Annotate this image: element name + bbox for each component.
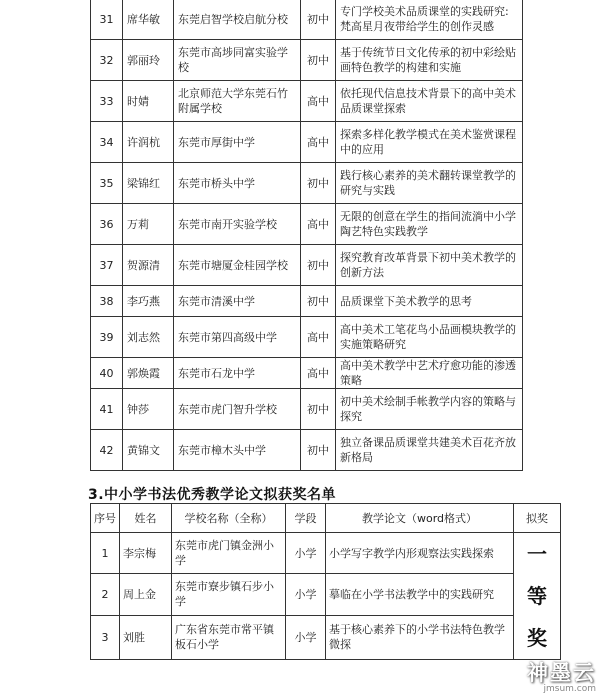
school-level: 初中	[301, 163, 336, 204]
teacher-name: 梁锦红	[123, 163, 174, 204]
watermark-main-text: 神墨云	[527, 661, 596, 685]
row-number: 39	[91, 317, 123, 358]
school-name: 东莞市樟木头中学	[174, 430, 301, 471]
award-level: 一 等 奖	[527, 542, 547, 650]
school-name: 东莞市塘厦金桂园学校	[174, 245, 301, 286]
school-level: 高中	[301, 317, 336, 358]
school-level: 初中	[301, 389, 336, 430]
school-level: 小学	[286, 533, 326, 574]
table-row	[91, 317, 523, 358]
teacher-name: 周上金	[120, 574, 172, 615]
teacher-name: 贺源清	[123, 245, 174, 286]
header-school: 学校名称（全称）	[172, 504, 286, 533]
awards-table-calligraphy	[90, 503, 561, 660]
school-name: 东莞市石龙中学	[174, 358, 301, 389]
school-level: 高中	[301, 204, 336, 245]
table-row	[91, 533, 561, 574]
school-level: 初中	[301, 0, 336, 40]
paper-title: 探索多样化教学模式在美术鉴赏课程中的应用	[336, 122, 523, 163]
teacher-name: 李巧燕	[123, 286, 174, 317]
paper-title: 独立备课品质课堂共建美术百花齐放新格局	[336, 430, 523, 471]
school-name: 东莞启智学校启航分校	[174, 0, 301, 40]
paper-title: 专门学校美术品质课堂的实践研究:梵高星月夜带给学生的创作灵感	[336, 0, 523, 40]
row-number: 40	[91, 358, 123, 389]
paper-title: 品质课堂下美术教学的思考	[336, 286, 523, 317]
row-number: 32	[91, 40, 123, 81]
watermark-logo	[527, 657, 596, 694]
school-name: 东莞市虎门智升学校	[174, 389, 301, 430]
school-level: 初中	[301, 286, 336, 317]
header-paper: 教学论文（word格式）	[326, 504, 514, 533]
table-row	[91, 574, 561, 615]
row-number: 1	[91, 533, 120, 574]
school-level: 初中	[301, 245, 336, 286]
row-number: 3	[91, 615, 120, 659]
table-row	[91, 204, 523, 245]
table-row	[91, 40, 523, 81]
award-cell	[514, 533, 561, 660]
paper-title: 践行核心素养的美术翻转课堂教学的研究与实践	[336, 163, 523, 204]
paper-title: 基于传统节日文化传承的初中彩绘贴画特色教学的构建和实施	[336, 40, 523, 81]
school-name: 东莞市厚街中学	[174, 122, 301, 163]
row-number: 2	[91, 574, 120, 615]
teacher-name: 刘胜	[120, 615, 172, 659]
table-row	[91, 615, 561, 659]
teacher-name: 刘志然	[123, 317, 174, 358]
school-name: 东莞市第四高级中学	[174, 317, 301, 358]
section-title-calligraphy: 3.中小学书法优秀教学论文拟获奖名单	[88, 487, 337, 503]
table-row	[91, 163, 523, 204]
school-level: 初中	[301, 430, 336, 471]
header-num: 序号	[91, 504, 120, 533]
row-number: 31	[91, 0, 123, 40]
awards-table-art	[90, 0, 523, 471]
school-level: 高中	[301, 81, 336, 122]
school-name: 东莞市高埗同富实验学校	[174, 40, 301, 81]
row-number: 37	[91, 245, 123, 286]
watermark-sub-text: jmsum.com	[543, 684, 596, 694]
paper-title: 高中美术教学中艺术疗愈功能的渗透策略	[336, 358, 523, 389]
row-number: 34	[91, 122, 123, 163]
table-row	[91, 245, 523, 286]
table-row	[91, 0, 523, 40]
teacher-name: 席华敏	[123, 0, 174, 40]
school-name: 东莞市寮步镇石步小学	[172, 574, 286, 615]
paper-title: 依托现代信息技术背景下的高中美术品质课堂探索	[336, 81, 523, 122]
teacher-name: 李宗梅	[120, 533, 172, 574]
header-award: 拟奖	[514, 504, 561, 533]
paper-title: 摹临在小学书法教学中的实践研究	[326, 574, 514, 615]
table-row	[91, 389, 523, 430]
paper-title: 高中美术工笔花鸟小品画模块教学的实施策略研究	[336, 317, 523, 358]
school-name: 东莞市桥头中学	[174, 163, 301, 204]
teacher-name: 郭焕霞	[123, 358, 174, 389]
teacher-name: 黄锦文	[123, 430, 174, 471]
table-row	[91, 286, 523, 317]
school-level: 初中	[301, 40, 336, 81]
row-number: 33	[91, 81, 123, 122]
teacher-name: 许润杭	[123, 122, 174, 163]
table-row	[91, 81, 523, 122]
teacher-name: 钟莎	[123, 389, 174, 430]
school-level: 高中	[301, 358, 336, 389]
row-number: 41	[91, 389, 123, 430]
row-number: 42	[91, 430, 123, 471]
paper-title: 无限的创意在学生的指间流淌中小学陶艺特色实践教学	[336, 204, 523, 245]
paper-title: 探究教育改革背景下初中美术教学的创新方法	[336, 245, 523, 286]
school-level: 小学	[286, 574, 326, 615]
row-number: 36	[91, 204, 123, 245]
teacher-name: 万莉	[123, 204, 174, 245]
paper-title: 基于核心素养下的小学书法特色教学微探	[326, 615, 514, 659]
header-level: 学段	[286, 504, 326, 533]
school-name: 东莞市虎门镇金洲小学	[172, 533, 286, 574]
school-name: 北京师范大学东莞石竹附属学校	[174, 81, 301, 122]
school-name: 东莞市南开实验学校	[174, 204, 301, 245]
school-level: 小学	[286, 615, 326, 659]
row-number: 38	[91, 286, 123, 317]
table-row	[91, 430, 523, 471]
school-name: 广东省东莞市常平镇板石小学	[172, 615, 286, 659]
header-name: 姓名	[120, 504, 172, 533]
paper-title: 小学写字教学内形观察法实践探索	[326, 533, 514, 574]
school-level: 高中	[301, 122, 336, 163]
row-number: 35	[91, 163, 123, 204]
school-name: 东莞市清溪中学	[174, 286, 301, 317]
teacher-name: 郭丽玲	[123, 40, 174, 81]
table-row	[91, 358, 523, 389]
paper-title: 初中美术绘制手帐教学内容的策略与探究	[336, 389, 523, 430]
table-row	[91, 122, 523, 163]
table-header-row	[91, 504, 561, 533]
teacher-name: 时婧	[123, 81, 174, 122]
